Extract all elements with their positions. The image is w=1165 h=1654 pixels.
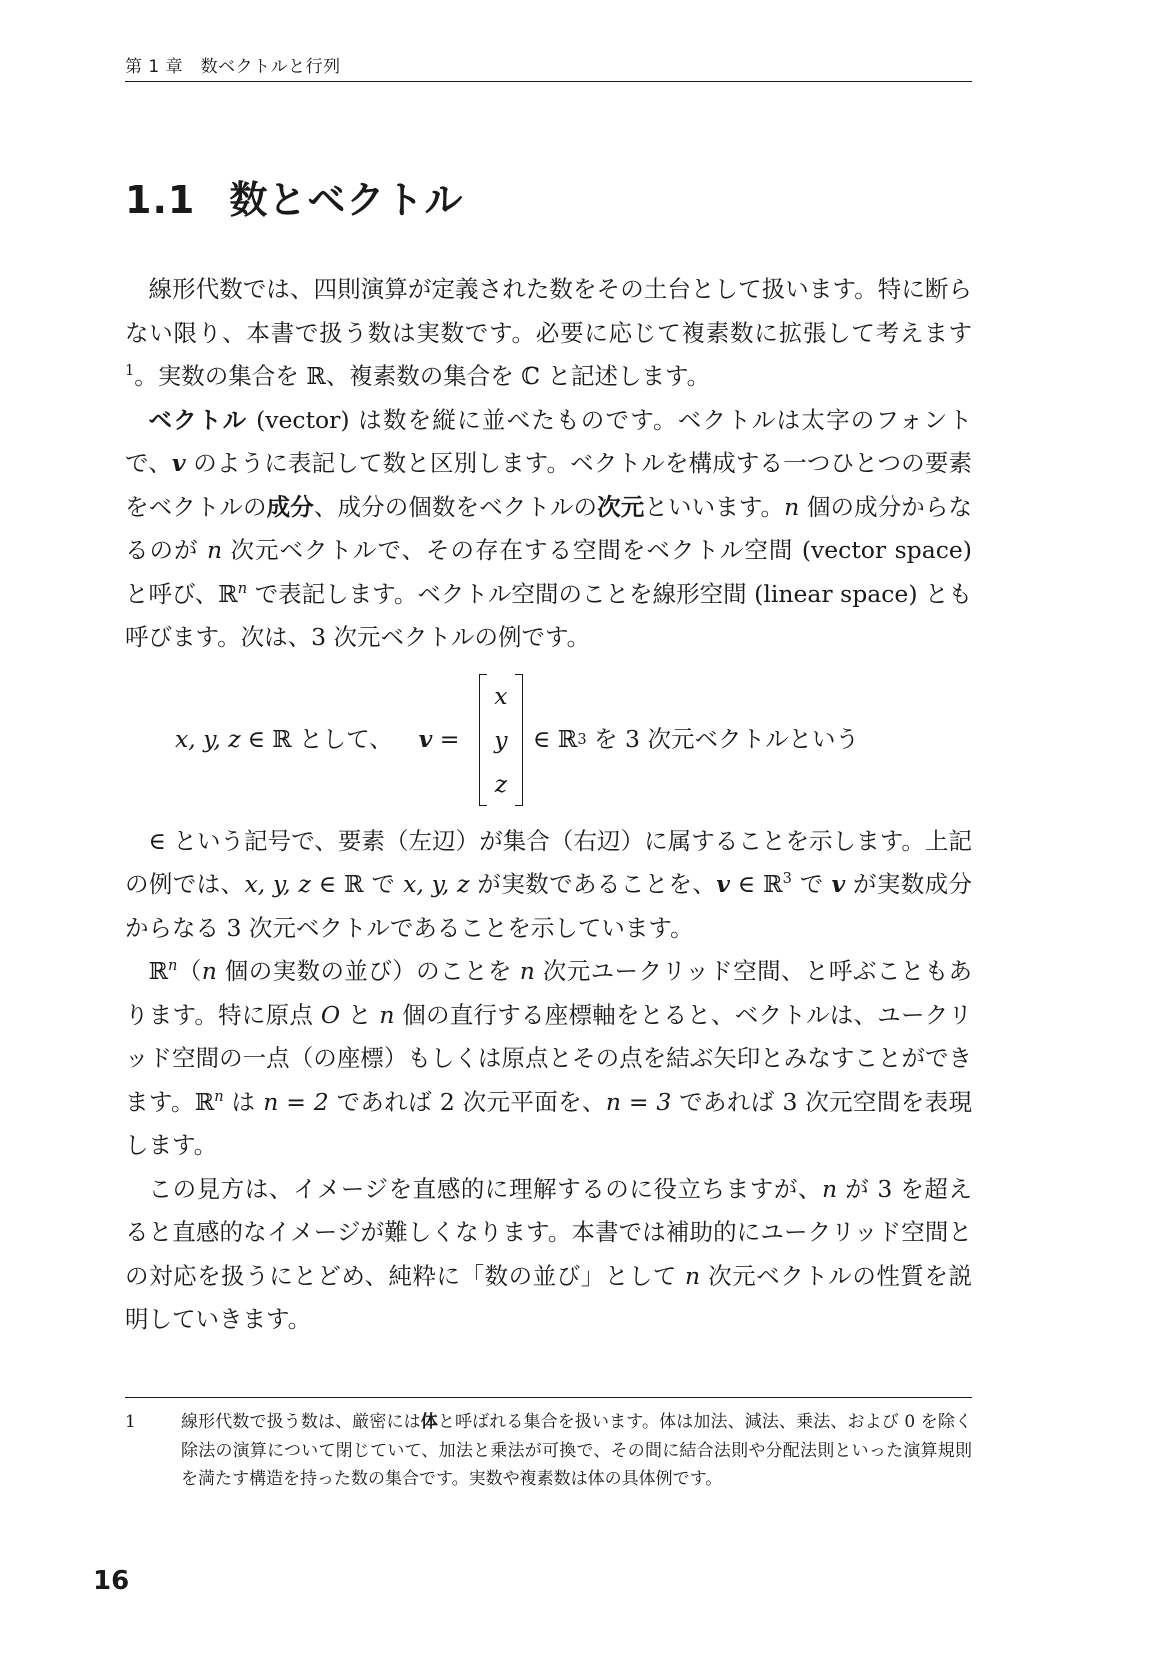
text: 個の実数の並び）のことを [216, 957, 520, 985]
term-dimension: 次元 [597, 492, 645, 521]
text: 個の成分からなるのが [125, 492, 973, 564]
rn-exponent: n [237, 579, 248, 597]
math-n: n [519, 957, 535, 985]
matrix-entry-x: x [494, 681, 508, 710]
text: 次元ベクトルの性質を説明していきます。 [125, 1261, 972, 1333]
text: であれば 2 次元平面を、 [328, 1087, 606, 1116]
vector-symbol: v [418, 724, 433, 753]
term-component: 成分 [266, 492, 314, 521]
text: ∈ ℝ で [310, 870, 404, 898]
footnote-rule [125, 1397, 972, 1398]
math-n: n [206, 536, 223, 564]
paragraph-5 [125, 1168, 972, 1342]
matrix-entry-z: z [494, 769, 508, 798]
display-equation [125, 666, 972, 814]
text: が実数であることを、 [469, 870, 717, 898]
rn-symbol: ℝ [194, 1087, 215, 1116]
rn-symbol: ℝ [148, 957, 169, 985]
text: と呼ばれる集合を扱います。体は加法、減法、乗法、および 0 を除く除法の演算について閉じていて、加法と乗法が可換で、その間に結合法則や分配法則といった演算規則を満たす構造を持った数の集合です。実数や複素数は体の具体例です。 [181, 1412, 973, 1489]
text: として、 [291, 724, 393, 753]
text: と記述します。 [539, 362, 711, 390]
column-vector-matrix [479, 674, 523, 806]
math-n: n [201, 957, 217, 985]
text: が実数成分からなる 3 次元ベクトルであることを示しています。 [125, 870, 973, 942]
complex-set-symbol: ℂ [521, 362, 540, 390]
rn-symbol: ℝ [218, 579, 238, 608]
header-rule [125, 81, 972, 82]
math-vars: x, y, z [244, 870, 311, 898]
origin-symbol: O [320, 1000, 341, 1029]
math-vars: x, y, z [403, 870, 470, 898]
text: （ [177, 957, 202, 985]
element-of-symbol: ∈ [148, 826, 166, 855]
right-bracket [515, 674, 523, 806]
text: 、複素数の集合を [325, 362, 522, 390]
section-heading [125, 178, 463, 224]
footnote-text [181, 1408, 972, 1494]
text: (vector) は数を縦に並べたものです。ベクトルは太字のフォントで、 [125, 405, 972, 477]
text: 線形代数では、四則演算が定義された数をその土台として扱います。特に断らない限り、本書で扱う数は実数です。必要に応じて複素数に拡張して考えます [125, 275, 972, 347]
text: は [223, 1087, 264, 1116]
footnote [125, 1408, 972, 1494]
body-text [125, 268, 972, 1342]
text: この見方は、イメージを直感的に理解するのに役立ちますが、 [148, 1174, 823, 1203]
section-title: 数とベクトル [229, 178, 464, 222]
rn-exponent: n [214, 1087, 224, 1105]
math-n: n [379, 1000, 395, 1029]
paragraph-1 [125, 268, 972, 399]
text: が 3 を超えると直感的なイメージが難しくなります。本書では補助的にユークリッド空間との対応を扱うにとどめ、純粋に「数の並び」として [125, 1174, 972, 1290]
text: といいます。 [644, 492, 785, 521]
math-n: n [684, 1261, 701, 1290]
paragraph-3 [125, 820, 972, 951]
real-set-symbol: ℝ [306, 362, 326, 390]
text: で [791, 870, 832, 898]
term-vector: ベクトル [148, 405, 248, 434]
math-equation: n = 3 [605, 1087, 672, 1116]
text: 次元ユークリッド空間、と呼ぶこともあります。特に原点 [125, 957, 972, 1029]
text: 個の直行する座標軸をとると、ベクトルは、ユークリッド空間の一点（の座標）もしくは原点とその点を結ぶ矢印とみなすことができます。 [125, 1000, 972, 1116]
text: と [340, 1000, 380, 1029]
vector-symbol: v [716, 870, 730, 898]
text: 、成分の個数をベクトルの [313, 492, 598, 521]
math-n: n [822, 1174, 838, 1203]
vector-symbol: v [171, 449, 186, 477]
footnote-ref: 1 [125, 362, 135, 380]
term-field: 体 [420, 1412, 438, 1432]
math-vars: x, y, z [175, 724, 241, 753]
set-exponent: 3 [782, 870, 792, 888]
footnote-number: 1 [125, 1412, 136, 1432]
text: で表記します。ベクトル空間のことを線形空間 (linear space) とも呼びます。次は、3 次元ベクトルの例です。 [125, 579, 972, 651]
text: を 3 次元ベクトルという [586, 724, 859, 753]
text: という記号で、要素（左辺）が集合（右辺）に属することを示します。上記の例では、 [125, 826, 972, 898]
text: ∈ ℝ [729, 870, 783, 898]
text: であれば 3 次元空間を表現します。 [125, 1087, 972, 1159]
rn-exponent: n [168, 957, 178, 975]
text: 。実数の集合を [134, 362, 307, 390]
text: 線形代数で扱う数は、厳密には [181, 1412, 421, 1432]
text: 次元ベクトルで、その存在する空間をベクトル空間 (vector space) と呼び、 [125, 536, 972, 608]
equation-row: x, y, z ∈ ℝ として、 v = x y z ∈ ℝ 3 を 3 次元ベクトルという [175, 666, 859, 814]
element-of-symbol: ∈ [532, 724, 558, 753]
matrix-entry-y: y [494, 725, 508, 754]
paragraph-4 [125, 950, 972, 1168]
math-equation: n = 2 [263, 1087, 329, 1116]
page-number: 16 [93, 1566, 130, 1596]
element-of-symbol: ∈ [247, 724, 266, 753]
vector-symbol: v [831, 870, 846, 898]
math-n: n [784, 492, 800, 521]
paragraph-2 [125, 399, 972, 660]
real-set-symbol: ℝ [272, 724, 292, 753]
equals-sign: = [432, 724, 467, 753]
section-number: 1.1 [125, 178, 196, 222]
real-set-symbol: ℝ [557, 724, 578, 753]
running-header: 第 1 章 数ベクトルと行列 [125, 57, 341, 77]
text: のように表記して数と区別します。ベクトルを構成する一つひとつの要素をベクトルの [125, 449, 972, 521]
